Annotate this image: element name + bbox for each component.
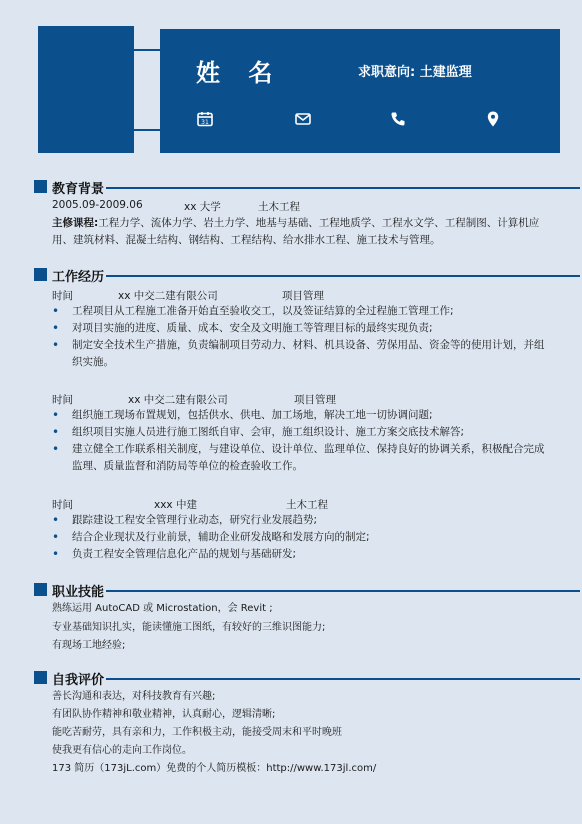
job-company: xxx 中建 bbox=[154, 499, 197, 511]
list-item: • 建立健全工作联系相关制度，与建设单位、设计单位、监理单位、保持良好的协调关系，积极配合完成监理、质量监督和消防局等单位的检查验收工作。 bbox=[52, 441, 546, 475]
job-intent: 求职意向: 土建监理 bbox=[358, 65, 472, 80]
section-title: 自我评价 bbox=[52, 673, 105, 688]
courses-label: 主修课程: bbox=[52, 217, 99, 229]
location-icon bbox=[484, 110, 502, 128]
courses-text: 工程力学、流体力学、岩土力学、地基与基础、工程地质学、工程水文学、工程制图、计算机应用、建筑材料、混凝土结构、钢结构、工程结构、给水排水工程、施工技术与管理。 bbox=[52, 217, 540, 246]
section-rule bbox=[106, 678, 580, 680]
svg-text:31: 31 bbox=[201, 119, 209, 126]
self-eval-line: 善长沟通和表达，对科技教育有兴趣; bbox=[52, 691, 216, 702]
self-eval-line: 有团队协作精神和敬业精神，认真耐心，逻辑清晰; bbox=[52, 709, 276, 720]
connector-line-bottom bbox=[134, 129, 160, 131]
education-courses bbox=[52, 215, 546, 249]
list-item: • 结合企业现状及行业前景，辅助企业研发战略和发展方向的制定; bbox=[52, 529, 546, 546]
job-company: xx 中交二建有限公司 bbox=[128, 394, 228, 406]
section-title: 教育背景 bbox=[52, 182, 105, 197]
skill-line: 专业基础知识扎实，能读懂施工图纸，有较好的三维识图能力; bbox=[52, 622, 326, 633]
list-item: • 跟踪建设工程安全管理行业动态，研究行业发展趋势; bbox=[52, 512, 546, 529]
section-marker bbox=[34, 583, 47, 596]
list-item: • 工程项目从工程施工准备开始直至验收交工，以及签证结算的全过程施工管理工作; bbox=[52, 303, 546, 320]
job-time: 时间 bbox=[52, 499, 73, 511]
education-period: 2005.09-2009.06 bbox=[52, 199, 143, 211]
photo-placeholder bbox=[38, 26, 134, 153]
job-row-3 bbox=[52, 497, 546, 512]
job-role: 项目管理 bbox=[294, 394, 336, 406]
list-item: • 负责工程安全管理信息化产品的规划与基础研发; bbox=[52, 546, 546, 563]
section-rule bbox=[106, 187, 580, 189]
list-item: • 制定安全技术生产措施，负责编制项目劳动力、材料、机具设备、劳保用品、资金等的使用计划，并组织实施。 bbox=[52, 337, 546, 371]
skill-line: 有现场工地经验; bbox=[52, 640, 126, 651]
skill-line: 熟练运用 AutoCAD 或 Microstation，会 Revit ; bbox=[52, 603, 273, 614]
mail-icon bbox=[294, 110, 312, 128]
job-2-duties bbox=[52, 407, 546, 475]
self-eval-line: 使我更有信心的走向工作岗位。 bbox=[52, 745, 192, 756]
education-major: 土木工程 bbox=[258, 201, 300, 213]
list-item: • 组织施工现场布置规划，包括供水、供电、加工场地，解决工地一切协调问题; bbox=[52, 407, 546, 424]
job-3-duties bbox=[52, 512, 546, 563]
section-marker bbox=[34, 268, 47, 281]
job-1-duties bbox=[52, 303, 546, 371]
connector-line-top bbox=[134, 49, 160, 51]
section-rule bbox=[106, 275, 580, 277]
section-title: 职业技能 bbox=[52, 585, 105, 600]
job-role: 土木工程 bbox=[286, 499, 328, 511]
education-row bbox=[52, 199, 546, 214]
candidate-name: 姓 名 bbox=[196, 59, 283, 87]
section-title: 工作经历 bbox=[52, 270, 105, 285]
job-row-2 bbox=[52, 392, 546, 407]
job-time: 时间 bbox=[52, 290, 73, 302]
list-item: • 对项目实施的进度、质量、成本、安全及文明施工等管理目标的最终实现负责; bbox=[52, 320, 546, 337]
job-role: 项目管理 bbox=[282, 290, 324, 302]
job-time: 时间 bbox=[52, 394, 73, 406]
education-school: xx 大学 bbox=[184, 201, 221, 213]
job-company: xx 中交二建有限公司 bbox=[118, 290, 218, 302]
calendar-icon bbox=[196, 110, 214, 128]
section-marker bbox=[34, 671, 47, 684]
section-marker bbox=[34, 180, 47, 193]
list-item: • 组织项目实施人员进行施工图纸自审、会审，施工组织设计、施工方案交底技术解答; bbox=[52, 424, 546, 441]
self-eval-line: 能吃苦耐劳，具有亲和力，工作积极主动，能接受周末和平时晚班 bbox=[52, 727, 342, 738]
phone-icon bbox=[389, 110, 407, 128]
header-band bbox=[160, 29, 560, 153]
footer-template-link: 173 简历（173jL.com）免费的个人简历模板：http://www.173jl.com/ bbox=[52, 763, 377, 774]
section-rule bbox=[106, 590, 580, 592]
job-row-1 bbox=[52, 288, 546, 303]
